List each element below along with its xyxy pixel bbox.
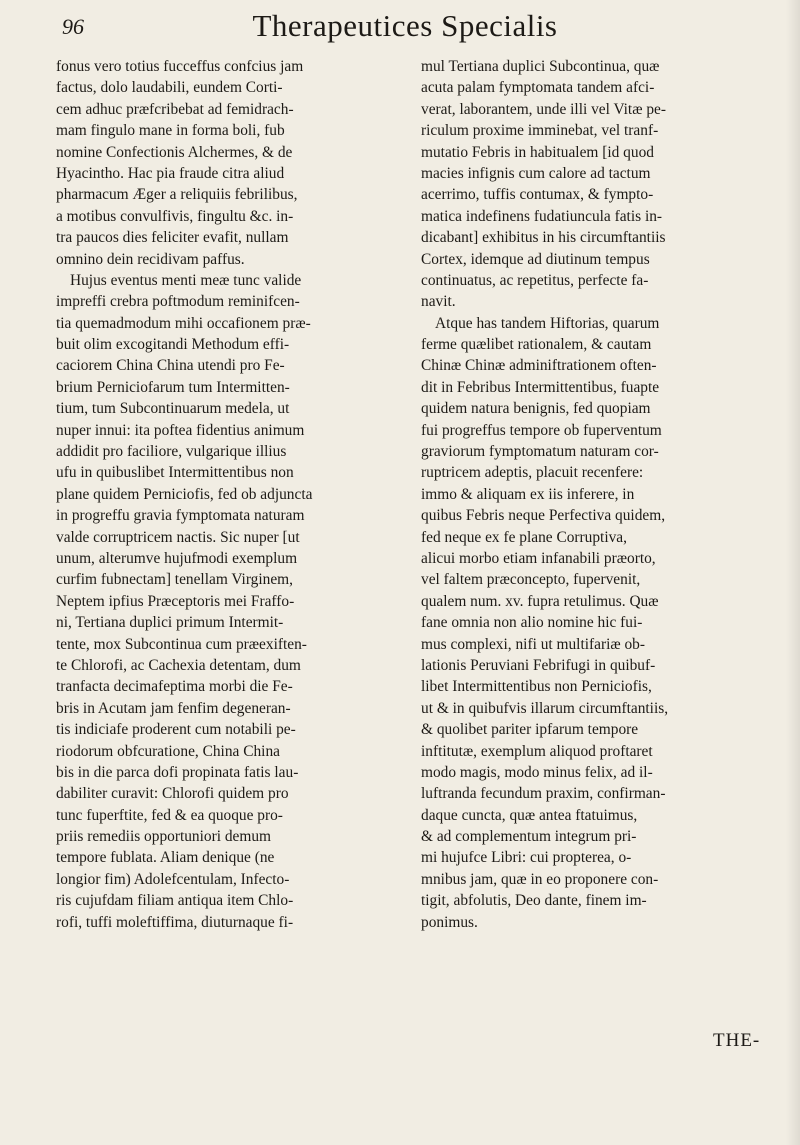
text-line: acuta palam fymptomata tandem afci-	[421, 79, 655, 97]
text-line: plane quidem Perniciofis, fed ob adjuncta	[56, 485, 313, 503]
text-line: priis remediis opportuniori demum	[56, 828, 272, 846]
text-line: dabiliter curavit: Chlorofi quidem pro	[56, 785, 289, 803]
text-line: tigit, abfolutis, Deo dante, finem im-	[421, 892, 647, 910]
text-line: nuper innui: ita poftea fidentius animum	[56, 421, 305, 439]
text-line: Chinæ Chinæ adminiftrationem often-	[421, 357, 657, 375]
text-line: ruptricem adeptis, placuit recenfere:	[421, 464, 644, 482]
text-line: te Chlorofi, ac Cachexia detentam, dum	[56, 656, 301, 674]
text-line: dit in Febribus Intermittentibus, fuapte	[421, 378, 660, 396]
text-line: quibus Febris neque Perfectiva quidem,	[421, 507, 666, 525]
text-line: immo & aliquam ex iis inferere, in	[421, 485, 635, 503]
text-line: continuatus, ac repetitus, perfecte fa-	[421, 271, 649, 289]
text-line: cem adhuc præfcribebat ad femidrach-	[56, 100, 294, 118]
text-line: tium, tum Subcontinuarum medela, ut	[56, 400, 290, 418]
text-line: unum, alterumve hujufmodi exemplum	[56, 549, 298, 567]
page-number: 96	[62, 14, 84, 39]
text-line: longior fim) Adolefcentulam, Infecto-	[56, 870, 290, 888]
text-line: Neptem ipfius Præceptoris mei Fraffo-	[56, 592, 295, 610]
right-text-column	[421, 56, 761, 933]
text-line: bris in Acutam jam fenfim degeneran-	[56, 699, 291, 717]
text-line: Cortex, idemque ad diutinum tempus	[421, 250, 650, 268]
text-line: dicabant] exhibitus in his circumftantiis	[421, 229, 666, 247]
text-line: qualem num. xv. fupra retulimus. Quæ	[421, 592, 659, 610]
text-line: tempore fublata. Aliam denique (ne	[56, 849, 275, 867]
text-line: a motibus convulfivis, fingultu &c. in-	[56, 207, 294, 225]
text-line: tranfacta decimafeptima morbi die Fe-	[56, 678, 293, 696]
running-head	[50, 6, 760, 48]
text-line: ni, Tertiana duplici primum Intermit-	[56, 614, 284, 632]
text-line: riculum proxime imminebat, vel tranf-	[421, 122, 659, 140]
text-line: libet Intermittentibus non Perniciofis,	[421, 678, 652, 696]
text-line: modo magis, modo minus felix, ad il-	[421, 763, 653, 781]
text-line: alicui morbo etiam infanabili præorto,	[421, 549, 656, 567]
text-line: buit olim excogitandi Methodum effi-	[56, 336, 290, 354]
text-line: bis in die parca dofi propinata fatis lau-	[56, 763, 299, 781]
text-line: curfim fubnectam] tenellam Virginem,	[56, 571, 293, 589]
text-line: ponimus.	[421, 913, 478, 931]
text-line: & ad complementum integrum pri-	[421, 828, 637, 846]
text-line: brium Perniciofarum tum Intermitten-	[56, 378, 290, 396]
text-line: mi hujufce Libri: cui propterea, o-	[421, 849, 632, 867]
text-line: mutatio Febris in habitualem [id quod	[421, 143, 654, 161]
text-line: omnino dein recidivam paffus.	[56, 250, 245, 268]
text-line: quidem natura benignis, fed quopiam	[421, 400, 651, 418]
text-line: tis indiciafe proderent cum notabili pe-	[56, 721, 296, 739]
text-line: navit.	[421, 293, 456, 311]
text-line: in progreffu gravia fymptomata naturam	[56, 507, 305, 525]
text-line: tente, mox Subcontinua cum præexiften-	[56, 635, 307, 653]
text-line: acerrimo, tuffis contumax, & fympto-	[421, 186, 654, 204]
text-line: rofi, tuffi moleftiffima, diuturnaque fi-	[56, 913, 294, 931]
text-line: mus complexi, nifi ut multifariæ ob-	[421, 635, 645, 653]
text-line: Atque has tandem Hiftorias, quarum	[435, 314, 660, 332]
text-line: graviorum fymptomatum naturam cor-	[421, 443, 659, 461]
text-line: ferme quælibet rationalem, & cautam	[421, 336, 652, 354]
text-line: vel faltem præconcepto, fupervenit,	[421, 571, 641, 589]
text-line: nomine Confectionis Alchermes, & de	[56, 143, 293, 161]
text-line: fui progreffus tempore ob fuperventum	[421, 421, 662, 439]
catchword: THE-	[713, 1030, 761, 1051]
text-line: fane omnia non alio nomine hic fui-	[421, 614, 643, 632]
text-line: mnibus jam, quæ in eo proponere con-	[421, 870, 659, 888]
text-line: mul Tertiana duplici Subcontinua, quæ	[421, 58, 660, 75]
text-line: lationis Peruviani Febrifugi in quibuf-	[421, 656, 656, 674]
text-line: tunc fuperftite, fed & ea quoque pro-	[56, 806, 283, 824]
text-line: tia quemadmodum mihi occafionem præ-	[56, 314, 311, 332]
text-line: matica indefinens fudatiuncula fatis in-	[421, 207, 663, 225]
text-line: factus, dolo laudabili, eundem Corti-	[56, 79, 283, 97]
text-line: Hyacintho. Hac pia fraude citra aliud	[56, 164, 285, 182]
text-line: ut & in quibufvis illarum circumftantiis,	[421, 699, 669, 717]
text-line: macies infignis cum calore ad tactum	[421, 164, 651, 182]
text-line: daque cuncta, quæ antea ftatuimus,	[421, 806, 638, 824]
text-line: valde corruptricem nactis. Sic nuper [ut	[56, 528, 300, 546]
text-line: & quolibet pariter ipfarum tempore	[421, 721, 639, 739]
text-line: pharmacum Æger a reliquiis febrilibus,	[56, 186, 298, 204]
text-line: inftitutæ, exemplum aliquod proftaret	[421, 742, 653, 760]
text-line: addidit pro faciliore, vulgarique illius	[56, 443, 287, 461]
text-line: fonus vero totius fucceffus confcius jam	[56, 58, 304, 75]
text-line: caciorem China China utendi pro Fe-	[56, 357, 285, 375]
text-line: ufu in quibuslibet Intermittentibus non	[56, 464, 294, 482]
text-line: fed neque ex fe plane Corruptiva,	[421, 528, 627, 546]
left-text-column	[56, 56, 396, 933]
text-line: tra paucos dies feliciter evafit, nullam	[56, 229, 289, 247]
text-line: Hujus eventus menti meæ tunc valide	[70, 271, 302, 289]
text-line: mam fingulo mane in forma boli, fub	[56, 122, 285, 140]
text-line: luftranda fecundum praxim, confirman-	[421, 785, 666, 803]
page-edge-shadow	[786, 0, 800, 1145]
text-line: impreffi crebra poftmodum reminifcen-	[56, 293, 300, 311]
running-title: Therapeutices Specialis	[252, 8, 558, 43]
text-line: ris cujufdam filiam antiqua item Chlo-	[56, 892, 294, 910]
text-line: riodorum obfcuratione, China China	[56, 742, 280, 760]
text-line: verat, laborantem, unde illi vel Vitæ pe-	[421, 100, 666, 118]
